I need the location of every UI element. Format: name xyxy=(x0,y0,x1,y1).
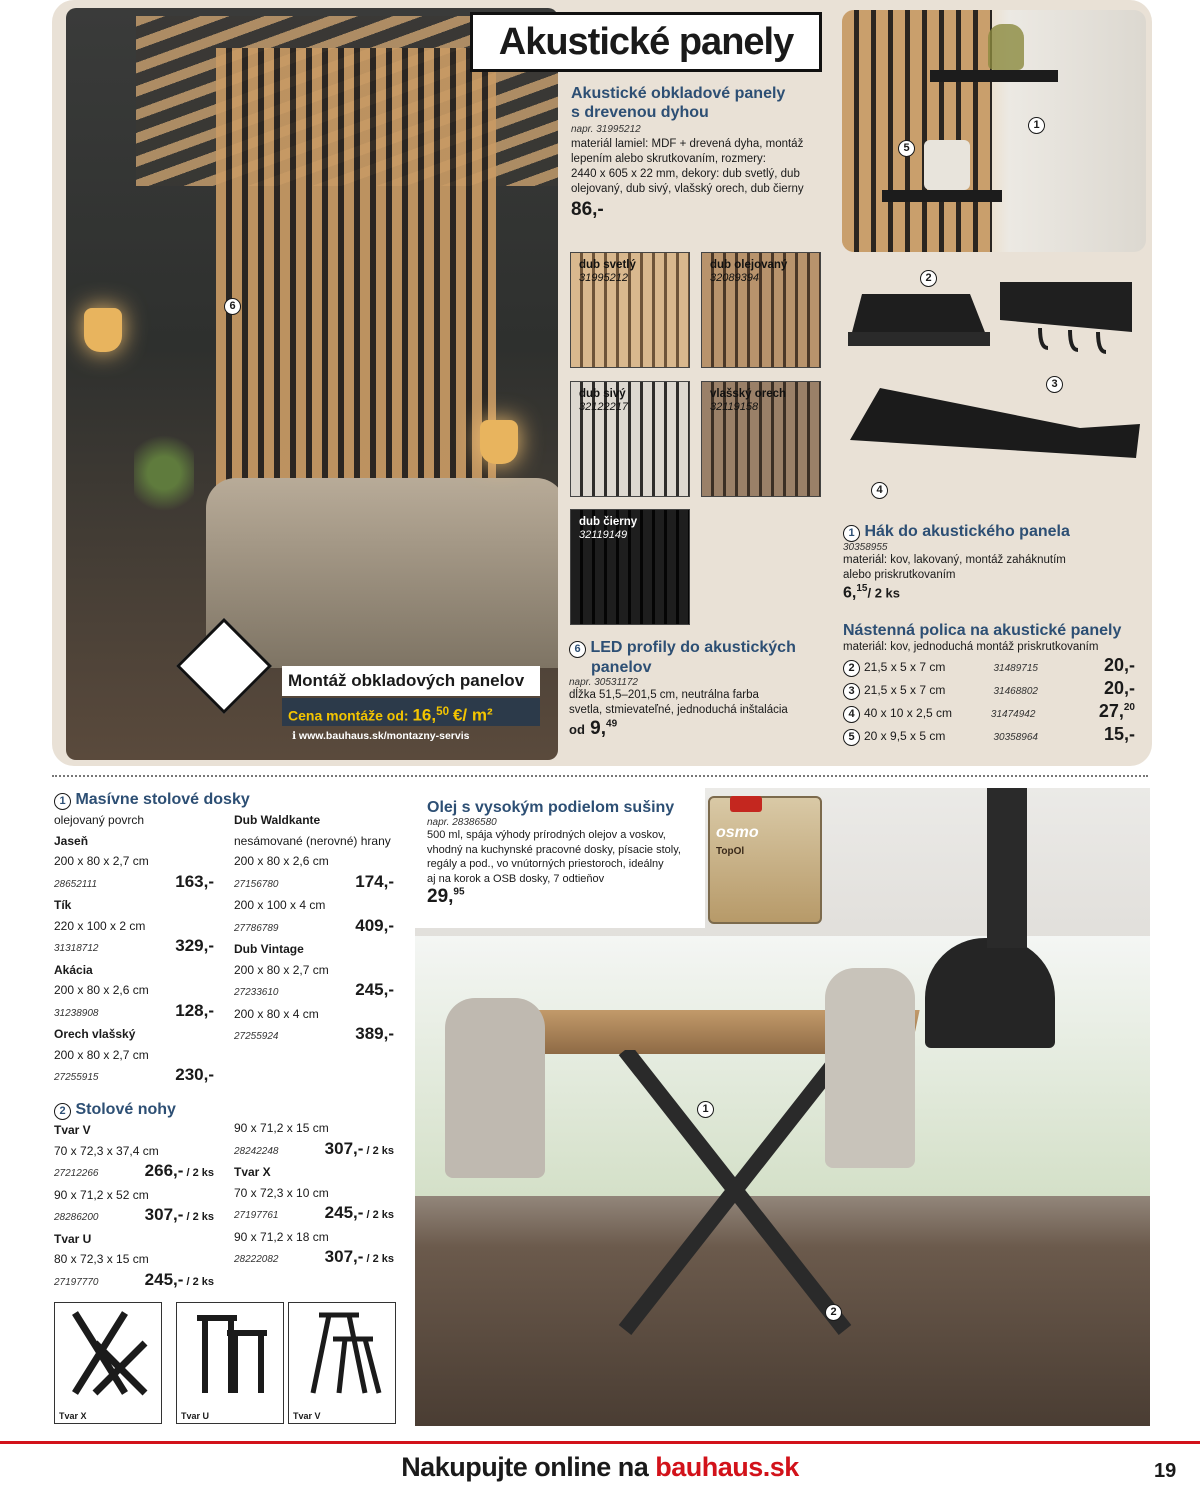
marker-5: 5 xyxy=(898,140,915,157)
marker-3: 3 xyxy=(1046,376,1063,393)
nohy-col1 xyxy=(54,1120,214,1293)
chair xyxy=(445,998,545,1178)
dosky-col2 xyxy=(234,810,394,1089)
shelf-top xyxy=(930,70,1058,82)
price-row: 27255924 389,- xyxy=(234,1024,394,1043)
chair xyxy=(825,968,915,1168)
swatch-name: dub olejovaný xyxy=(710,259,788,271)
panels-art: napr. 31995212 xyxy=(571,124,641,135)
swatch-name: vlašský orech xyxy=(710,388,787,400)
swatch-code: 32119149 xyxy=(579,529,628,541)
item-name: Tík xyxy=(54,898,72,912)
marker-1: 1 xyxy=(843,525,860,542)
polica-table xyxy=(843,655,1135,747)
marker-2: 2 xyxy=(54,1103,71,1120)
item-detail: 220 x 100 x 2 cm xyxy=(54,918,146,933)
shelf-bottom xyxy=(882,190,1002,202)
item-name: Tvar U xyxy=(54,1231,92,1246)
swatch-code: 32089394 xyxy=(710,272,759,284)
stove xyxy=(925,938,1055,1048)
polica-desc: materiál: kov, jednoduchá montáž priskrutkovaním xyxy=(843,641,1099,653)
price-row: 27786789 409,- xyxy=(234,915,394,935)
hak-art: 30358955 xyxy=(843,542,888,553)
polica-row: 2 21,5 x 5 x 7 cm 31489715 20,- xyxy=(843,655,1135,678)
item-detail: 90 x 71,2 x 52 cm xyxy=(54,1187,149,1202)
item-name: Dub Vintage xyxy=(234,942,304,956)
swatch-code: 32122217 xyxy=(579,401,628,413)
item-name: Akácia xyxy=(54,962,93,977)
price-row: 27233610 245,- xyxy=(234,980,394,999)
item-detail: 70 x 72,3 x 37,4 cm xyxy=(54,1143,159,1158)
marker-4: 4 xyxy=(871,482,888,499)
swatch-0 xyxy=(570,252,690,368)
hak-info xyxy=(843,522,1143,602)
polica-heading: Nástenná polica na akustické panely xyxy=(843,622,1122,639)
item-detail: olejovaný povrch xyxy=(54,813,145,827)
vase xyxy=(988,24,1024,70)
page-number: 19 xyxy=(1154,1460,1177,1482)
marker-2: 2 xyxy=(920,270,937,287)
item-detail: 80 x 72,3 x 15 cm xyxy=(54,1252,149,1266)
item-detail: 90 x 71,2 x 18 cm xyxy=(234,1229,329,1244)
leg-shape-x: Tvar X xyxy=(54,1302,162,1424)
panels-info xyxy=(571,84,837,221)
polica-row: 4 40 x 10 x 2,5 cm 31474942 27,20 xyxy=(843,701,1135,724)
price-row: 28286200 307,- / 2 ks xyxy=(54,1205,214,1224)
montaz-title: Montáž obkladových panelov xyxy=(282,666,540,696)
olej-price: 29,95 xyxy=(427,886,465,907)
item-detail: 200 x 80 x 2,7 cm xyxy=(54,854,149,868)
dosky-section xyxy=(54,790,399,1089)
item-name: Tvar X xyxy=(234,1165,271,1179)
swatch-3 xyxy=(701,381,821,497)
panels-price: 86,- xyxy=(571,199,604,220)
price-row: 27255915 230,- xyxy=(54,1065,214,1084)
item-detail: 90 x 71,2 x 15 cm xyxy=(234,1121,329,1135)
olej-art: napr. 28386580 xyxy=(427,817,497,828)
swatch-1 xyxy=(701,252,821,368)
marker-1: 1 xyxy=(54,793,71,810)
hak-desc: materiál: kov, lakovaný, montáž zaháknutím alebo priskrutkovaním xyxy=(843,554,1066,581)
bedroom-photo xyxy=(66,8,558,760)
osmo-can xyxy=(708,796,822,924)
nohy-heading: Stolové nohy xyxy=(75,1101,176,1118)
price-row: 31318712 329,- xyxy=(54,936,214,955)
nohy-col2 xyxy=(234,1118,394,1293)
swatch-name: dub svetlý xyxy=(579,259,636,271)
footer-brand-link[interactable]: bauhaus.sk xyxy=(655,1452,799,1482)
marker-1: 1 xyxy=(697,1101,714,1118)
marker-6: 6 xyxy=(224,298,241,315)
swatch-2 xyxy=(570,381,690,497)
swatch-code: 32119158 xyxy=(710,401,759,413)
montaz-price: Cena montáže od: 16,50 €/ m² xyxy=(282,698,540,726)
leg-shape-u: Tvar U xyxy=(176,1302,284,1424)
bed xyxy=(206,478,558,668)
can-name: TopOl xyxy=(716,846,745,857)
led-art: napr. 30531172 xyxy=(569,677,638,688)
panels-heading: Akustické obkladové panely s drevenou dyhou xyxy=(571,85,786,121)
price-row: 27197761 245,- / 2 ks xyxy=(234,1203,394,1222)
price-row: 28242248 307,- / 2 ks xyxy=(234,1138,394,1158)
plant xyxy=(134,428,194,518)
footer-line xyxy=(0,1441,1200,1444)
leg-shape-v: Tvar V xyxy=(288,1302,396,1424)
price-row: 31238908 128,- xyxy=(54,1000,214,1020)
footer-text: Nakupujte online na bauhaus.sk xyxy=(401,1452,799,1482)
swatch-code: 31995212 xyxy=(579,272,628,284)
price-row: 27197770 245,- / 2 ks xyxy=(54,1269,214,1289)
led-heading-2: panelov xyxy=(591,659,652,676)
plant-pot xyxy=(924,140,970,190)
pendant-lamp xyxy=(84,308,122,352)
item-detail: 200 x 100 x 4 cm xyxy=(234,898,326,912)
item-name: Dub Waldkante xyxy=(234,813,321,827)
item-detail: 200 x 80 x 2,6 cm xyxy=(54,983,149,997)
olej-desc: 500 ml, spája výhody prírodných olejov a voskov, vhodný na kuchynské pracovné dosky, písacie stoly, regály a pod., vo vnútorných priestoroch, ideálny aj na korok a OSB dosky, 7 odtieňov xyxy=(427,829,681,885)
price-row: 27212266 266,- / 2 ks xyxy=(54,1161,214,1180)
wall-slats xyxy=(216,48,496,488)
can-cap xyxy=(730,796,762,812)
panels-desc: materiál lamiel: MDF + drevená dyha, montáž lepením alebo skrutkovaním, rozmery: 2440 x 605 x 22 mm, dekory: dub svetlý, dub olejovaný, dub sivý, vlašský orech, dub čierny xyxy=(571,138,804,195)
hak-price: 6,15/ 2 ks xyxy=(843,583,900,602)
price-row: 28222082 307,- / 2 ks xyxy=(234,1247,394,1266)
swatch-name: dub čierny xyxy=(579,516,638,528)
dosky-col1 xyxy=(54,810,214,1089)
item-detail: 200 x 80 x 2,6 cm xyxy=(234,854,329,868)
page-title: Akustické panely xyxy=(470,12,822,72)
led-price: od 9,49 xyxy=(569,718,618,739)
shelf-photo xyxy=(842,10,1146,252)
item-name: Jaseň xyxy=(54,833,89,848)
olej-info xyxy=(415,788,705,928)
olej-heading: Olej s vysokým podielom sušiny xyxy=(427,799,675,816)
polica-row: 5 20 x 9,5 x 5 cm 30358964 15,- xyxy=(843,724,1135,747)
marker-1: 1 xyxy=(1028,117,1045,134)
item-name: Orech vlašský xyxy=(54,1027,136,1041)
divider xyxy=(52,775,1148,777)
stove-pipe xyxy=(987,788,1027,948)
polica-info xyxy=(843,621,1135,747)
item-detail: 200 x 80 x 2,7 cm xyxy=(54,1047,149,1062)
price-row: 27156780 174,- xyxy=(234,871,394,891)
polica-row: 3 21,5 x 5 x 7 cm 31468802 20,- xyxy=(843,678,1135,701)
price-row: 28652111 163,- xyxy=(54,871,214,891)
marker-2: 2 xyxy=(825,1304,842,1321)
item-detail: 70 x 72,3 x 10 cm xyxy=(234,1185,329,1200)
can-brand: osmo xyxy=(716,824,759,841)
swatch-name: dub sivý xyxy=(579,388,626,400)
item-name: Tvar V xyxy=(54,1123,91,1137)
shelf-products xyxy=(840,258,1150,508)
pendant-lamp xyxy=(480,420,518,464)
item-detail: 200 x 80 x 4 cm xyxy=(234,1006,319,1021)
led-info xyxy=(569,638,841,740)
swatch-4 xyxy=(570,509,690,625)
item-detail: nesámované (nerovné) hrany xyxy=(234,833,391,848)
marker-6: 6 xyxy=(569,641,586,658)
led-heading: LED profily do akustických xyxy=(590,639,796,656)
hak-heading: Hák do akustického panela xyxy=(864,523,1070,540)
led-desc: dĺžka 51,5–201,5 cm, neutrálna farba svetla, stmievateľné, jednoduchá inštalácia xyxy=(569,689,788,716)
nohy-section xyxy=(54,1100,399,1293)
item-detail: 200 x 80 x 2,7 cm xyxy=(234,962,329,977)
dosky-heading: Masívne stolové dosky xyxy=(75,791,250,808)
montaz-link[interactable]: ℹ www.bauhaus.sk/montazny-servis xyxy=(292,730,470,742)
